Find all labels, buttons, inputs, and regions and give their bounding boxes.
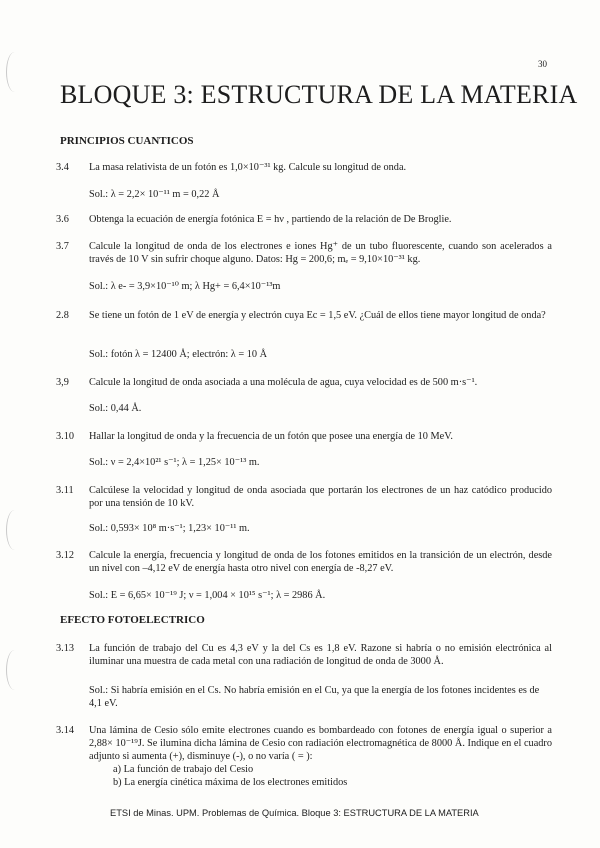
page-title: BLOQUE 3: ESTRUCTURA DE LA MATERIA xyxy=(60,80,578,109)
section-heading-cuanticos: PRINCIPIOS CUANTICOS xyxy=(60,135,194,147)
list-item: b) La energía cinética máxima de los electrones emitidos xyxy=(113,777,348,788)
binder-hole xyxy=(6,650,23,690)
problem-3-12 xyxy=(56,549,552,575)
solution-3-11: Sol.: 0,593× 10⁸ m·s⁻¹; 1,23× 10⁻¹¹ m. xyxy=(89,523,250,534)
problem-text: Una lámina de Cesio sólo emite electrones cuando es bombardeado con fotones de energía igual o superior a 2,88× 10⁻¹⁹J. Se ilumina dicha lámina de Cesio con radiación electromagnética de 8000 Å. Indique en el cuadro adjunto si aumenta (+), disminuye (-), o no varía ( = ): xyxy=(89,725,552,762)
problem-text: La función de trabajo del Cu es 4,3 eV y la del Cs es 1,8 eV. Razone si habría o no emisión electrónica al iluminar una muestra de cada metal con una radiación de longitud de onda de 3000 Å. xyxy=(89,643,552,667)
problem-text: Calcule la longitud de onda de los electrones e iones Hg⁺ de un tubo fluorescente, cuando son acelerados a través de 10 V sin sufrir choque alguno. Datos: Hg = 200,6; mₑ = 9,10×10⁻³¹ kg. xyxy=(89,241,552,265)
problem-number: 3,9 xyxy=(56,377,69,388)
item-list xyxy=(113,763,552,789)
problem-number: 2.8 xyxy=(56,310,69,321)
solution-2-8: Sol.: fotón λ = 12400 Å; electrón: λ = 10 Å xyxy=(89,349,268,360)
problem-text: Calcule la longitud de onda asociada a una molécula de agua, cuya velocidad es de 500 m·s⁻¹. xyxy=(89,377,478,388)
problem-number: 3.6 xyxy=(56,214,69,225)
problem-3-11 xyxy=(56,484,552,510)
binder-hole xyxy=(6,510,23,550)
problem-number: 3.4 xyxy=(56,162,69,173)
problem-3-13 xyxy=(56,642,552,668)
solution-3-7: Sol.: λ e- = 3,9×10⁻¹⁰ m; λ Hg+ = 6,4×10⁻¹³m xyxy=(89,281,281,292)
solution-3-10: Sol.: ν = 2,4×10²¹ s⁻¹; λ = 1,25× 10⁻¹³ m. xyxy=(89,457,260,468)
problem-text: Calcule la energía, frecuencia y longitud de onda de los fotones emitidos en la transición de un electrón, desde un nivel con –4,12 eV de energía hasta otro nivel con energía de -8,27 eV. xyxy=(89,550,552,574)
problem-text: Obtenga la ecuación de energía fotónica E = hν , partiendo de la relación de De Broglie. xyxy=(89,214,452,225)
problem-number: 3.10 xyxy=(56,431,75,442)
problem-2-8 xyxy=(56,309,552,322)
problem-text: Calcúlese la velocidad y longitud de onda asociada que portarán los electrones de un haz catódico producido por una tensión de 10 kV. xyxy=(89,485,552,509)
page-footer: ETSI de Minas. UPM. Problemas de Química. Bloque 3: ESTRUCTURA DE LA MATERIA xyxy=(110,808,479,818)
list-item: a) La función de trabajo del Cesio xyxy=(113,764,254,775)
problem-number: 3.7 xyxy=(56,241,69,252)
problem-text: Se tiene un fotón de 1 eV de energía y electrón cuya Ec = 1,5 eV. ¿Cuál de ellos tiene mayor longitud de onda? xyxy=(89,310,546,321)
problem-3-14 xyxy=(56,724,552,789)
binder-hole xyxy=(6,52,23,92)
problem-3-6 xyxy=(56,213,552,226)
problem-3-10 xyxy=(56,430,552,443)
problem-text: Hallar la longitud de onda y la frecuencia de un fotón que posee una energía de 10 MeV. xyxy=(89,431,453,442)
problem-3-4 xyxy=(56,161,552,174)
problem-3-9 xyxy=(56,376,552,389)
solution-3-12: Sol.: E = 6,65× 10⁻¹⁹ J; ν = 1,004 × 10¹⁵ s⁻¹; λ = 2986 Å. xyxy=(89,590,326,601)
problem-number: 3.11 xyxy=(56,485,74,496)
solution-3-9: Sol.: 0,44 Å. xyxy=(89,403,142,414)
problem-3-7 xyxy=(56,240,552,266)
page-number: 30 xyxy=(538,59,547,69)
section-heading-fotoelectrico: EFECTO FOTOELECTRICO xyxy=(60,614,205,626)
problem-number: 3.13 xyxy=(56,643,75,654)
problem-text: La masa relativista de un fotón es 1,0×10⁻³¹ kg. Calcule su longitud de onda. xyxy=(89,162,407,173)
solution-3-4: Sol.: λ = 2,2× 10⁻¹¹ m = 0,22 Å xyxy=(89,189,220,200)
solution-3-13: Sol.: Si habría emisión en el Cs. No habría emisión en el Cu, ya que la energía de los fotones incidentes es de 4,1 eV. xyxy=(89,685,540,709)
problem-number: 3.12 xyxy=(56,550,75,561)
problem-number: 3.14 xyxy=(56,725,75,736)
